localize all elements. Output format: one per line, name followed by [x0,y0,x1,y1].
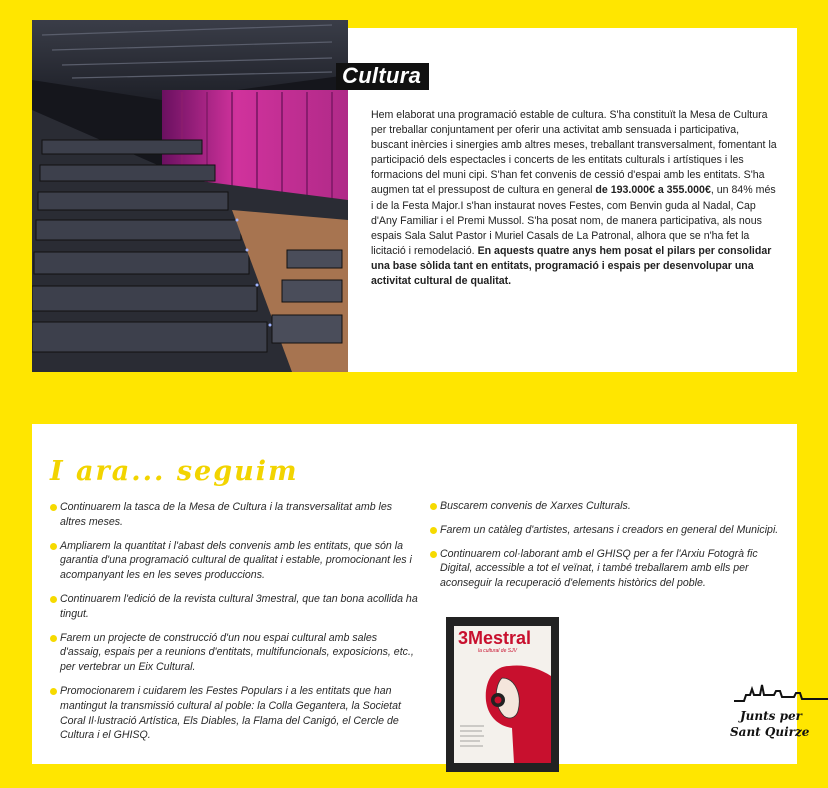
list-item: Ampliarem la quantitat i l'abast dels convenis amb les entitats, que són la garantia d'una programació cultural de qualitat i estable, promocionant les i acompanyant les en les seves produccions. [50,539,420,583]
magazine-cover [446,617,559,772]
list-item: Continuarem la tasca de la Mesa de Cultura i la transversalitat amb les altres meses. [50,500,420,530]
list-item: Farem un catàleg d'artistes, artesans i creadors en general del Municipi. [430,523,792,538]
next-steps-heading: I ara... seguim [50,456,299,487]
magazine-illustration [454,656,551,763]
logo-line-2: Sant Quirze [730,725,810,739]
culture-paragraph-part1: Hem elaborat una programació estable de cultura. S'ha constituït la Mesa de Cultura per treballar conjuntament per oferir una activitat amb sensuada i participativa, buscant inèrcies i sinergies amb altres meses, treballant transversalment, fomentant la participació dels espectacles i concerts de les entitats culturals i artístiques i les formacions del muni cipi. S'han fet convenis de cessió d'espai amb les entitats. S'ha augmen tat el pressupost de cultura en general [371,109,777,197]
culture-conclusion: En aquests quatre anys hem posat el pilars per consolidar una base sòlida tant en entitats, programació i espais per desenvolupar una activitat cultural de qualitat. [371,244,772,288]
section-title: Cultura [336,63,429,90]
party-logo [730,683,828,745]
list-item: Buscarem convenis de Xarxes Culturals. [430,499,792,514]
next-steps-left-column [50,500,420,752]
list-item: Continuarem col·laborant amb el GHISQ per a fer l'Arxiu Fotogrà fic Digital, accessible a tot el veïnat, i també treballarem amb ells per aconseguir la recuperació d'elements històrics del poble. [430,547,792,591]
list-item: Continuarem l'edició de la revista cultural 3mestral, que tan bona acollida ha tingut. [50,592,420,622]
next-steps-right-column [430,499,792,600]
list-item: Farem un projecte de construcció d'un nou espai cultural amb sales d'assaig, espais per a reunions d'entitats, multifuncionals, exposicions, etc., per vertebrar un Eix Cultural. [50,631,420,675]
skyline-icon [734,683,828,703]
magazine-subtitle: la cultural de SJV [478,648,517,654]
list-item: Promocionarem i cuidarem les Festes Populars i a les entitats que han mantingut la transmissió cultural al poble: la Colla Gegantera, la Societat Coral Il·lustració Artística, Els Diables, la Flama del Canigó, el Cercle de Cultura i el GHISQ. [50,684,420,743]
auditorium-photo [32,20,348,372]
logo-line-1: Junts per [740,709,802,723]
budget-highlight: de 193.000€ a 355.000€ [595,184,711,197]
culture-paragraph-part2: , un 84% més i de la Festa Major.I s'han instaurat noves Festes, com Benvin guda al Nadal, Cap d'Any Familiar i el Premi Mussol. S'ha posat nom, de manera participativa, als nous espais Sala Salut Pastor i Muriel Casals de La Patronal, alhora que se n'ha fet la licitació i remodelació. [371,184,776,257]
culture-paragraph [371,108,779,289]
magazine-title: 3Mestral [458,628,532,648]
